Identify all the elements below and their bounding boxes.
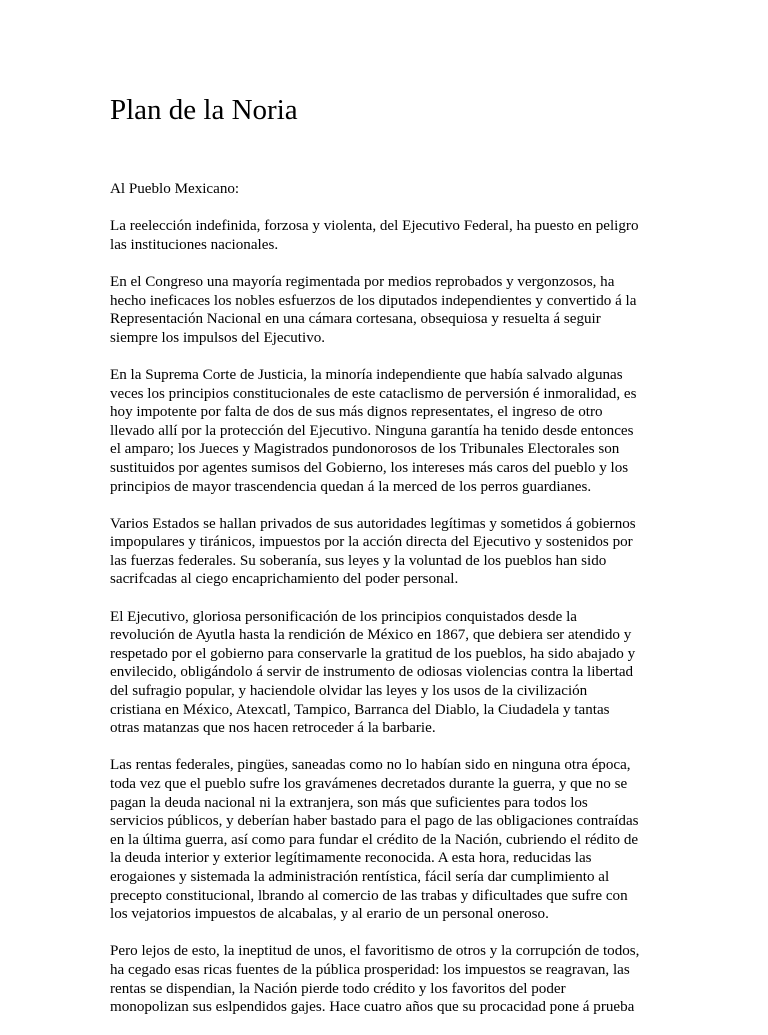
paragraph-line: precepto constitucional, lbrando al comercio de las trabas y dificultades que sufre con — [110, 887, 628, 904]
paragraph-line: toda vez que el pueblo sufre los gravámenes decretados durante la guerra, y que no se — [110, 776, 628, 792]
paragraph-line: Varios Estados se hallan privados de sus autoridades legítimas y sometidos á gobiernos — [110, 515, 636, 532]
paragraph-line: hecho ineficaces los nobles esfuerzos de los diputados independientes y convertido á la — [110, 292, 637, 309]
paragraph-line: Al Pueblo Mexicano: — [110, 181, 240, 197]
paragraph-line: Las rentas federales, pingües, saneadas como no lo habían sido en ninguna otra época, — [110, 757, 631, 774]
paragraph-line: el amparo; los Jueces y Magistrados pundonorosos de los Tribunales Electorales son — [110, 441, 620, 458]
salutation — [110, 180, 666, 199]
paragraph-line: Pero lejos de esto, la ineptitud de unos, el favoritismo de otros y la corrupción de todos, — [110, 943, 640, 960]
paragraph-line: servicios públicos, y deberían haber bastado para el pago de las obligaciones contraídas — [110, 813, 639, 830]
paragraph-line: del sufragio popular, y haciendole olvidar las leyes y los usos de la civilización — [110, 683, 588, 700]
body-paragraph — [110, 942, 666, 1016]
paragraph-line: la deuda interior y exterior legítimamente reconocida. A esta hora, reducidas las — [110, 850, 592, 867]
paragraph-line: las fuerzas federales. Su soberanía, sus leyes y la voluntad de los pueblos han sido — [110, 552, 607, 569]
body-paragraph — [110, 366, 666, 496]
paragraph-line: en la última guerra, así como para fundar el crédito de la Nación, cubriendo el rédito de — [110, 831, 639, 848]
body-paragraph — [110, 515, 666, 589]
body-paragraph — [110, 608, 666, 738]
paragraph-line: rentas se dispendian, la Nación pierde todo crédito y los favoritos del poder — [110, 980, 566, 997]
paragraph-line: hoy impotente por falta de dos de sus más dignos representates, el ingreso de otro — [110, 404, 603, 421]
paragraph-line: El Ejecutivo, gloriosa personificación de los principios conquistados desde la — [110, 608, 577, 625]
paragraph-line: impopulares y tiránicos, impuestos por la acción directa del Ejecutivo y sostenidos por — [110, 534, 633, 551]
paragraph-line: llevado allí por la protección del Ejecutivo. Ninguna garantía ha tenido desde entonces — [110, 422, 634, 439]
body-paragraph — [110, 273, 666, 347]
body-paragraph — [110, 756, 666, 923]
paragraph-line: otras matanzas que nos hacen retroceder á la barbarie. — [110, 720, 436, 737]
paragraph-line: La reelección indefinida, forzosa y violenta, del Ejecutivo Federal, ha puesto en peligro — [110, 218, 639, 235]
paragraph-line: siempre los impulsos del Ejecutivo. — [110, 329, 326, 346]
paragraph-line: ha cegado esas ricas fuentes de la pública prosperidad: los impuestos se reagravan, las — [110, 961, 630, 978]
document-body — [110, 180, 666, 1035]
paragraph-line: las instituciones nacionales. — [110, 236, 279, 253]
paragraph-line: erogaiones y sistemada la administración rentística, fácil sería dar cumplimiento al — [110, 868, 610, 885]
paragraph-line: En el Congreso una mayoría regimentada por medios reprobados y vergonzosos, ha — [110, 273, 615, 290]
paragraph-line: pagan la deuda nacional ni la extranjera, son más que suficientes para todos los — [110, 794, 588, 811]
document-page — [110, 0, 666, 1024]
paragraph-line: monopolizan sus eslpendidos gajes. Hace cuatro años que su procacidad pone á prueba — [110, 999, 635, 1016]
paragraph-line: sacrifcadas al ciego encaprichamiento del poder personal. — [110, 571, 459, 588]
document-title: Plan de la Noria — [110, 94, 298, 126]
paragraph-line: cristiana en México, Atexcatl, Tampico, Barranca del Diablo, la Ciudadela y tantas — [110, 701, 610, 718]
paragraph-line: Representación Nacional en una cámara cortesana, obsequiosa y resuelta á seguir — [110, 311, 601, 328]
paragraph-line: revolución de Ayutla hasta la rendición de México en 1867, que debiera ser atendido y — [110, 627, 632, 644]
paragraph-line: principios de mayor trascendencia quedan á la merced de los perros guardianes. — [110, 478, 592, 495]
paragraph-line: sustituidos por agentes sumisos del Gobierno, los intereses más caros del pueblo y los — [110, 459, 629, 476]
paragraph-line: respetado por el gobierno para conservarle la gratitud de los pueblos, ha sido abajado y — [110, 645, 636, 662]
paragraph-line: los vejatorios impuestos de alcabalas, y al erario de un personal oneroso. — [110, 906, 549, 923]
paragraph-line: veces los principios constitucionales de este cataclismo de perversión é inmoralidad, es — [110, 385, 637, 402]
paragraph-line: envilecido, obligándolo á servir de instrumento de odiosas violencias contra la libertad — [110, 664, 634, 681]
paragraph-line: En la Suprema Corte de Justicia, la minoría independiente que había salvado algunas — [110, 366, 623, 383]
body-paragraph — [110, 217, 666, 254]
